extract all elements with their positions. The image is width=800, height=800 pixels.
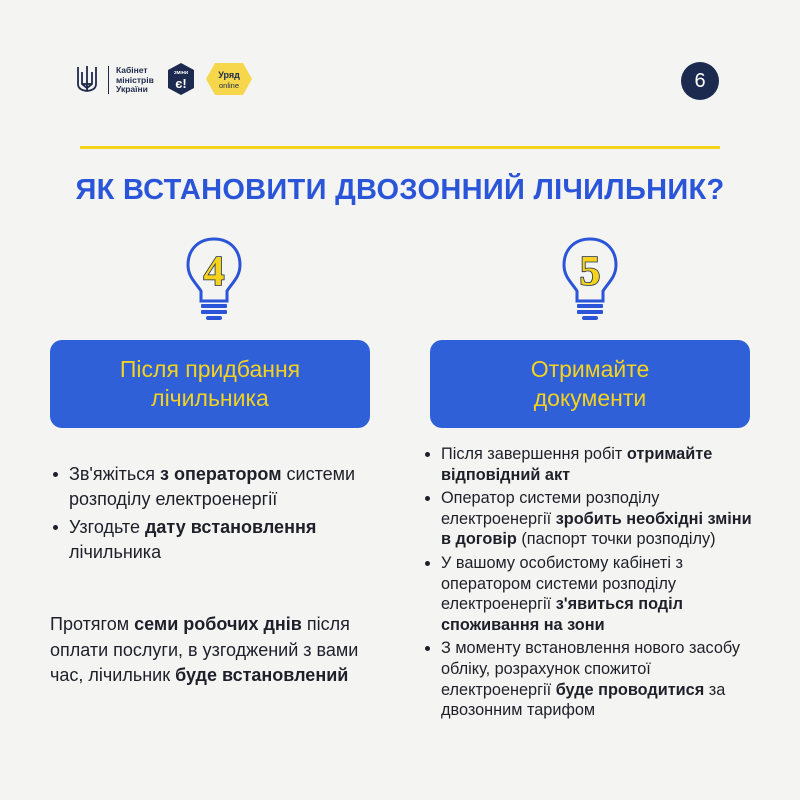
card-line-1: Після придбання (119, 356, 301, 382)
bold-text: буде проводитися (555, 680, 705, 699)
cabinet-line-1: Кабінет (116, 65, 148, 75)
bold-text: семи робочих днів (134, 614, 302, 634)
right-bullet-list (422, 444, 762, 721)
lightbulb-icon (560, 235, 620, 325)
page-number-badge: 6 (681, 62, 719, 100)
bold-text: з'явиться поділ споживання на зони (441, 595, 684, 634)
bold-text: зробить необхідні зміни в договір (441, 509, 752, 549)
left-bullet-list (50, 462, 380, 565)
cabinet-line-2: міністрів (116, 74, 154, 85)
text-part: Зв'яжіться (69, 464, 161, 484)
bold-text: отримайте відповідний акт (441, 445, 713, 484)
step-number-4: 4 (203, 249, 225, 295)
text-part: Протягом (50, 614, 135, 634)
card-line-1: Отримайте (530, 356, 650, 382)
text-part: Оператор системи розподілу електроенергії (441, 489, 660, 528)
lightbulb-icon (184, 235, 244, 325)
header-divider (108, 66, 109, 94)
text-part: З моменту встановлення нового засобу обліку, розрахунок спожитої електроенергії (441, 639, 741, 699)
text-part: (паспорт точки розподілу) (516, 530, 716, 549)
step-number-5: 5 (579, 249, 601, 295)
page-title: ЯК ВСТАНОВИТИ ДВОЗОННИЙ ЛІЧИЛЬНИК? (75, 174, 725, 206)
yellow-divider (80, 146, 720, 149)
bold-text: буде встановлений (175, 665, 349, 685)
uriad-bottom-text: online (218, 81, 240, 90)
zminy-logo-icon (164, 62, 198, 96)
zminy-mark-text: є! (175, 76, 187, 91)
step-card-get-documents (430, 340, 750, 428)
text-part: Узгодьте (69, 517, 145, 537)
list-item (50, 515, 380, 565)
bold-text: дату встановлення (145, 517, 317, 537)
text-part: після оплати послуги, в узгоджений з вами час, лічильник (50, 614, 359, 685)
text-part: системи розподілу електроенергії (69, 464, 356, 509)
bold-text: з оператором (160, 464, 282, 484)
list-item (50, 462, 380, 512)
cabinet-logo-text (116, 66, 154, 95)
card-line-2: документи (533, 385, 647, 411)
list-item (422, 553, 762, 635)
text-part: за двозонним тарифом (441, 680, 726, 720)
list-item (422, 638, 762, 720)
coat-of-arms-trident-icon (76, 64, 98, 94)
zminy-top-text: ЗМІНИ (173, 70, 189, 75)
uriad-top-text: Уряд (218, 70, 240, 80)
installation-note (50, 612, 380, 689)
text-part: лічильника (69, 542, 162, 562)
cabinet-line-3: України (116, 84, 148, 94)
text-part: У вашому особистому кабінеті з оператором системи розподілу електроенергії (441, 553, 683, 614)
text-part: Після завершення робіт (441, 445, 627, 463)
step-card-after-purchase (50, 340, 370, 428)
list-item (422, 488, 762, 550)
card-line-2: лічильника (151, 385, 269, 411)
list-item (422, 444, 762, 485)
uriad-online-logo-icon (205, 62, 253, 96)
